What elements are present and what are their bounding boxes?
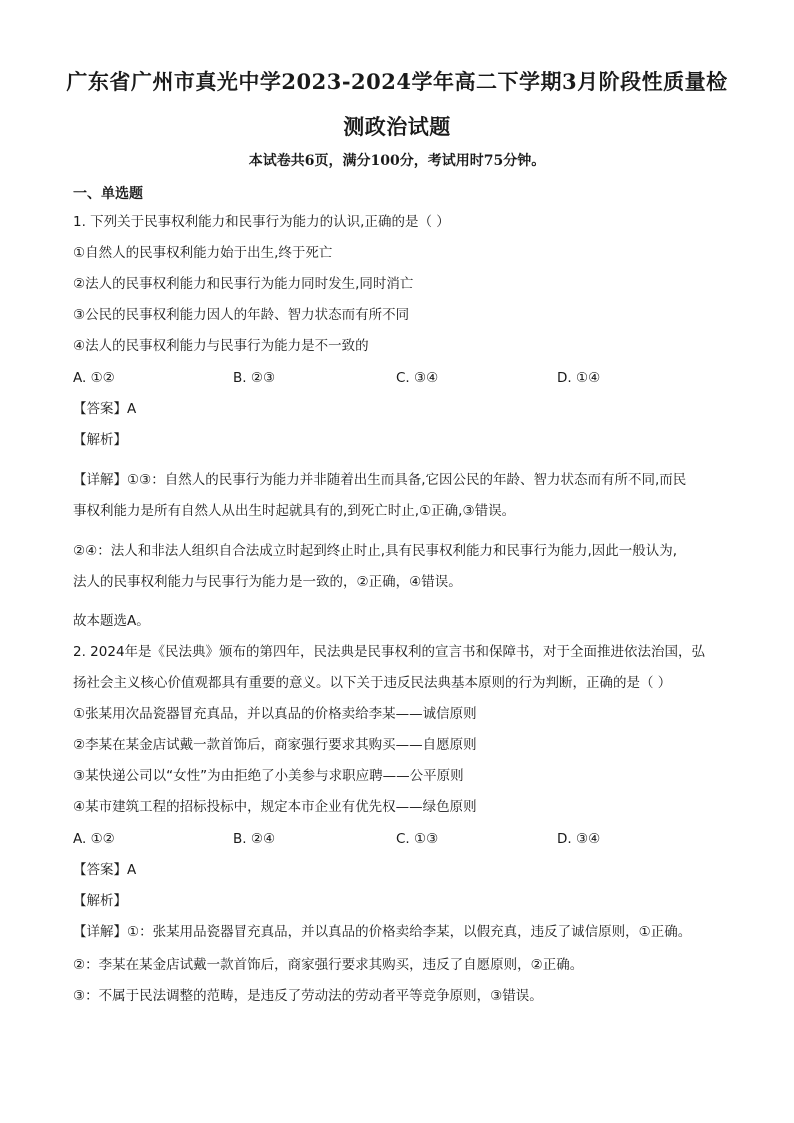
q2-detail-line-1: 【详解】①：张某用品瓷器冒充真品，并以真品的价格卖给李某，以假充真，违反了诚信原则，①正确。	[73, 924, 692, 940]
q2-statement-2: ②李某在某金店试戴一款首饰后，商家强行要求其购买——自愿原则	[73, 737, 477, 753]
q1-detail-line-4: 法人的民事权利能力与民事行为能力是一致的，②正确，④错误。	[73, 574, 462, 590]
title-line-1: 广东省广州市真光中学2023-2024学年高二下学期3月阶段性质量检	[66, 69, 728, 94]
q2-detail-line-2: ②：李某在某金店试戴一款首饰后，商家强行要求其购买，违反了自愿原则，②正确。	[73, 957, 584, 973]
q2-option-a: A. ①②	[73, 831, 115, 847]
q1-answer: 【答案】A	[73, 401, 137, 417]
question-1-stem: 1. 下列关于民事权利能力和民事行为能力的认识,正确的是（ ）	[73, 214, 450, 230]
q2-answer: 【答案】A	[73, 862, 137, 878]
q2-statement-1: ①张某用次品瓷器冒充真品，并以真品的价格卖给李某——诚信原则	[73, 706, 477, 722]
q1-analysis-label: 【解析】	[73, 432, 127, 448]
q2-detail-line-3: ③：不属于民法调整的范畴，是违反了劳动法的劳动者平等竞争原则，③错误。	[73, 988, 543, 1004]
exam-info-subtitle: 本试卷共6页，满分100分，考试用时75分钟。	[248, 153, 546, 169]
q1-option-c: C. ③④	[396, 370, 439, 386]
q1-option-d: D. ①④	[557, 370, 601, 386]
q2-statement-3: ③某快递公司以“女性”为由拒绝了小美参与求职应聘——公平原则	[73, 768, 464, 784]
q1-detail-line-3: ②④：法人和非法人组织自合法成立时起到终止时止,具有民事权利能力和民事行为能力,因此一般认为,	[73, 543, 678, 559]
q1-conclusion: 故本题选A。	[73, 613, 150, 629]
q1-option-b: B. ②③	[233, 370, 276, 386]
q2-option-c: C. ①③	[396, 831, 439, 847]
question-2-stem-line-1: 2. 2024年是《民法典》颁布的第四年，民法典是民事权利的宣言书和保障书，对于全面推进依法治国，弘	[73, 644, 706, 660]
q2-option-b: B. ②④	[233, 831, 276, 847]
q1-detail-line-1: 【详解】①③：自然人的民事行为能力并非随着出生而具备,它因公民的年龄、智力状态而有所不同,而民	[73, 472, 687, 488]
title-line-2: 测政治试题	[343, 114, 451, 139]
q1-statement-2: ②法人的民事权利能力和民事行为能力同时发生,同时消亡	[73, 276, 414, 292]
q1-statement-3: ③公民的民事权利能力因人的年龄、智力状态而有所不同	[73, 307, 410, 323]
q2-analysis-label: 【解析】	[73, 893, 127, 909]
q2-statement-4: ④某市建筑工程的招标投标中，规定本市企业有优先权——绿色原则	[73, 799, 477, 815]
q1-statement-4: ④法人的民事权利能力与民事行为能力是不一致的	[73, 338, 369, 354]
section-heading: 一、单选题	[73, 186, 143, 202]
question-2-stem-line-2: 扬社会主义核心价值观都具有重要的意义。以下关于违反民法典基本原则的行为判断，正确的是（ ）	[73, 675, 672, 691]
q1-statement-1: ①自然人的民事权利能力始于出生,终于死亡	[73, 245, 333, 261]
q1-detail-line-2: 事权利能力是所有自然人从出生时起就具有的,到死亡时止,①正确,③错误。	[73, 503, 516, 519]
q1-option-a: A. ①②	[73, 370, 115, 386]
q2-option-d: D. ③④	[557, 831, 601, 847]
